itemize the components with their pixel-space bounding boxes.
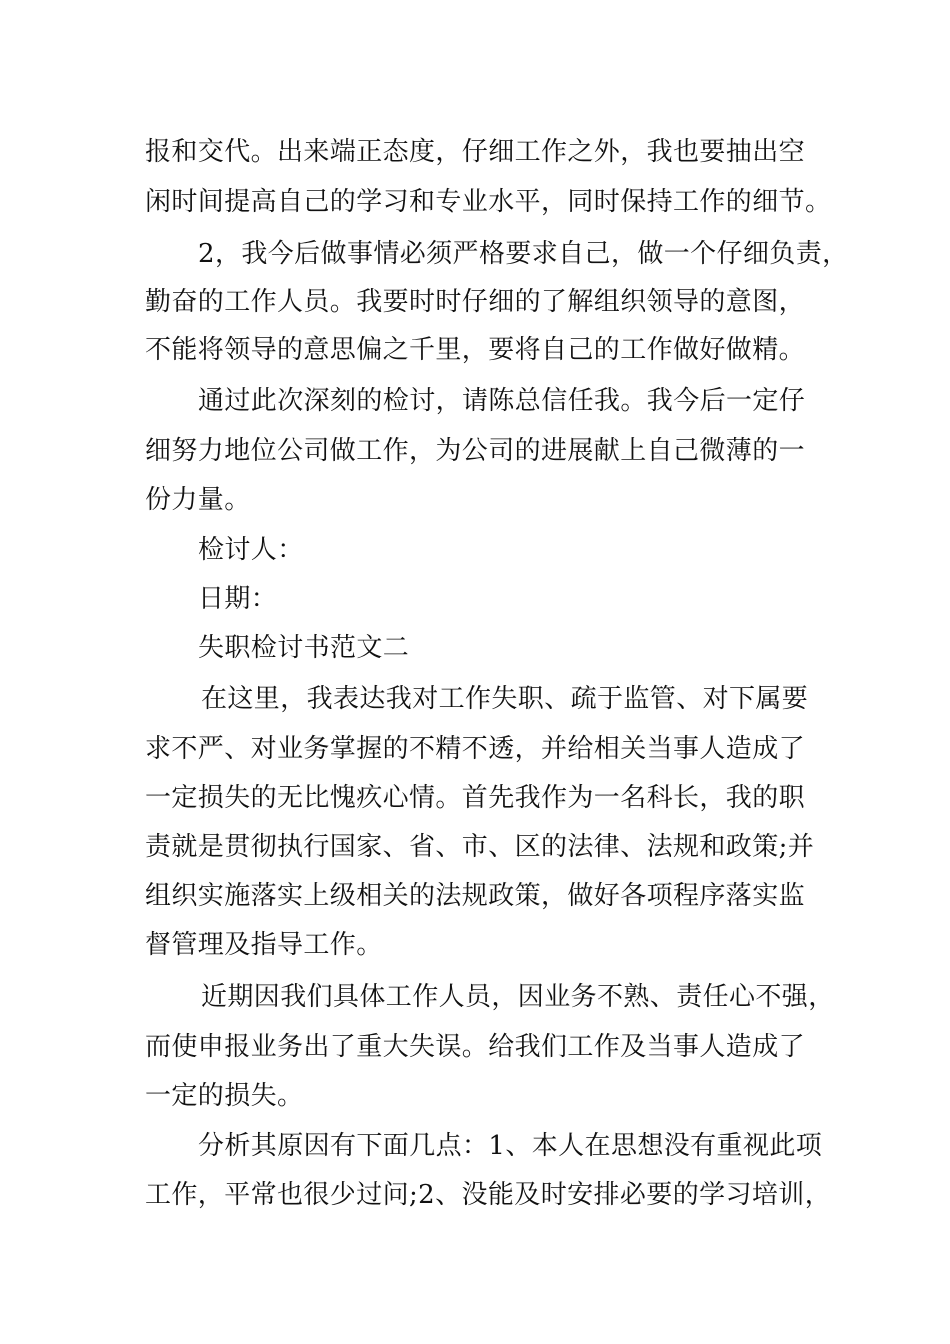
paragraph-line: 勤奋的工作人员。我要时时仔细的了解组织领导的意图， xyxy=(145,287,806,317)
paragraph-line: 2，我今后做事情必须严格要求自己，做一个仔细负责， xyxy=(198,239,849,269)
section-title: 失职检讨书范文二 xyxy=(198,633,410,663)
paragraph-line: 通过此次深刻的检讨，请陈总信任我。我今后一定仔 xyxy=(198,386,806,416)
paragraph-line: 闲时间提高自己的学习和专业水平，同时保持工作的细节。 xyxy=(145,187,832,217)
date-label: 日期： xyxy=(198,584,278,614)
paragraph-line: 分析其原因有下面几点：1、本人在思想没有重视此项 xyxy=(198,1131,823,1161)
paragraph-line: 组织实施落实上级相关的法规政策，做好各项程序落实监 xyxy=(145,881,806,911)
paragraph-line: 不能将领导的意思偏之千里，要将自己的工作做好做精。 xyxy=(145,335,806,365)
paragraph-line: 督管理及指导工作。 xyxy=(145,930,383,960)
paragraph-line: 求不严、对业务掌握的不精不透，并给相关当事人造成了 xyxy=(145,734,806,764)
paragraph-line: 在这里，我表达我对工作失职、疏于监管、对下属要 xyxy=(201,684,809,714)
paragraph-line: 工作，平常也很少过问;2、没能及时安排必要的学习培训， xyxy=(145,1180,832,1210)
paragraph-line: 报和交代。出来端正态度，仔细工作之外，我也要抽出空 xyxy=(145,137,806,167)
paragraph-line: 近期因我们具体工作人员，因业务不熟、责任心不强， xyxy=(201,982,835,1012)
paragraph-line: 份力量。 xyxy=(145,485,251,515)
paragraph-line: 细努力地位公司做工作，为公司的进展献上自己微薄的一 xyxy=(145,436,806,466)
paragraph-line: 一定的损失。 xyxy=(145,1081,304,1111)
paragraph-line: 责就是贯彻执行国家、省、市、区的法律、法规和政策;并 xyxy=(145,832,815,862)
signature-label: 检讨人： xyxy=(198,535,304,565)
paragraph-line: 一定损失的无比愧疚心情。首先我作为一名科长，我的职 xyxy=(145,783,806,813)
paragraph-line: 而使申报业务出了重大失误。给我们工作及当事人造成了 xyxy=(145,1032,806,1062)
